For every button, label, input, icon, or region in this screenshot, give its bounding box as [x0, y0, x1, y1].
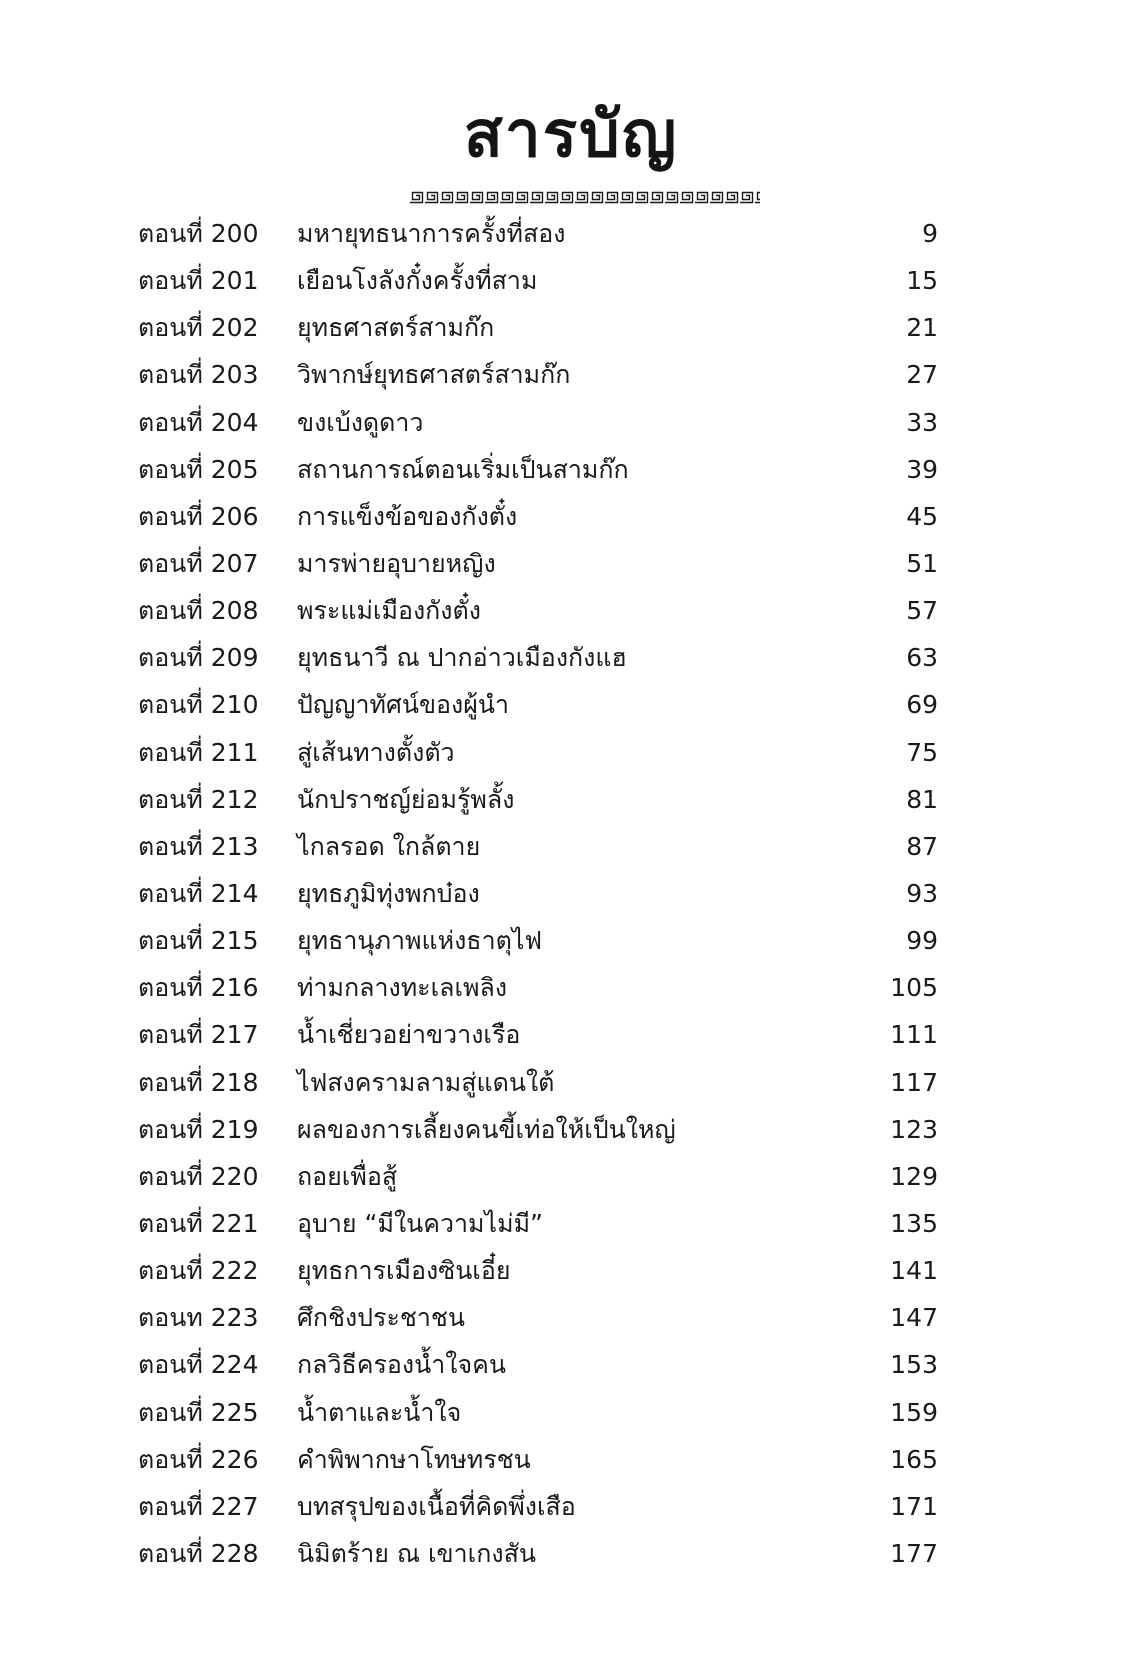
toc-chapter-title: นักปราชญ์ย่อมรู้พลั้ง: [297, 784, 515, 814]
toc-chapter-number: ตอนที่ 211: [138, 737, 259, 767]
toc-entry: [0, 587, 1142, 634]
toc-page-number: 171: [890, 1491, 938, 1521]
toc-chapter-number: ตอนที่ 204: [138, 407, 259, 437]
toc-chapter-number: ตอนที่ 220: [138, 1161, 259, 1191]
toc-page-number: 165: [890, 1444, 938, 1474]
toc-page-number: 21: [906, 313, 938, 343]
toc-chapter-number: ตอนที่ 212: [138, 784, 259, 814]
toc-chapter-title: คำพิพากษาโทษทรชน: [297, 1444, 531, 1474]
toc-chapter-number: ตอนที่ 209: [138, 643, 259, 673]
toc-entry: [0, 1059, 1142, 1106]
toc-chapter-title: กลวิธีครองน้ำใจคน: [297, 1350, 506, 1380]
toc-chapter-title: น้ำเชี่ยวอย่าขวางเรือ: [297, 1020, 521, 1050]
toc-chapter-number: ตอนที่ 207: [138, 548, 259, 578]
toc-page-number: 75: [906, 737, 938, 767]
toc-page-number: 141: [890, 1256, 938, 1286]
toc-chapter-number: ตอนที่ 219: [138, 1114, 259, 1144]
toc-page-number: 177: [890, 1538, 938, 1568]
toc-chapter-title: ขงเบ้งดูดาว: [297, 407, 424, 437]
toc-chapter-title: ท่ามกลางทะเลเพลิง: [297, 973, 508, 1003]
toc-chapter-number: ตอนที่ 217: [138, 1020, 259, 1050]
toc-chapter-title: ปัญญาทัศน์ของผู้นำ: [297, 690, 510, 720]
toc-entry: [0, 917, 1142, 964]
toc-page-number: 57: [906, 596, 938, 626]
toc-entry: [0, 540, 1142, 587]
greek-key-divider: [409, 191, 760, 204]
toc-chapter-title: ไกลรอด ใกล้ตาย: [297, 831, 481, 861]
toc-page-number: 147: [890, 1303, 938, 1333]
toc-entry: [0, 1200, 1142, 1247]
toc-chapter-title: ผลของการเลี้ยงคนขี้เท่อให้เป็นใหญ่: [297, 1114, 676, 1144]
toc-page-number: 15: [906, 266, 938, 296]
table-of-contents: [0, 210, 1142, 1577]
toc-page-number: 99: [906, 926, 938, 956]
toc-page-number: 81: [906, 784, 938, 814]
toc-entry: [0, 634, 1142, 681]
toc-entry: [0, 823, 1142, 870]
toc-chapter-number: ตอนที่ 216: [138, 973, 259, 1003]
toc-chapter-number: ตอนที่ 214: [138, 878, 259, 908]
toc-chapter-number: ตอนที่ 222: [138, 1256, 259, 1286]
toc-chapter-title: ยุทธการเมืองซินเอี๋ย: [297, 1256, 511, 1286]
toc-chapter-number: ตอนที่ 205: [138, 454, 259, 484]
toc-chapter-number: ตอนที่ 206: [138, 501, 259, 531]
toc-chapter-number: ตอนที่ 200: [138, 219, 259, 248]
toc-chapter-title: ศึกชิงประชาชน: [297, 1303, 465, 1333]
toc-chapter-number: ตอนที่ 228: [138, 1538, 259, 1568]
toc-page-number: 69: [906, 690, 938, 720]
toc-entry: [0, 1247, 1142, 1294]
toc-chapter-title: พระแม่เมืองกังตั๋ง: [297, 596, 481, 626]
toc-entry: [0, 1530, 1142, 1577]
toc-chapter-title: สถานการณ์ตอนเริ่มเป็นสามก๊ก: [297, 454, 629, 484]
toc-page-number: 159: [890, 1397, 938, 1427]
toc-chapter-title: น้ำตาและน้ำใจ: [297, 1397, 462, 1427]
toc-entry: [0, 351, 1142, 398]
toc-entry: [0, 729, 1142, 776]
toc-entry: [0, 210, 1142, 257]
toc-page-number: 87: [906, 831, 938, 861]
toc-entry: [0, 1483, 1142, 1530]
toc-chapter-number: ตอนที่ 225: [138, 1397, 259, 1427]
toc-chapter-title: มารพ่ายอุบายหญิง: [297, 548, 496, 578]
toc-chapter-number: ตอนที่ 210: [138, 690, 259, 720]
toc-entry: [0, 1436, 1142, 1483]
toc-entry: [0, 964, 1142, 1011]
toc-chapter-number: ตอนท 223: [138, 1303, 259, 1333]
toc-entry: [0, 304, 1142, 351]
toc-chapter-number: ตอนที่ 203: [138, 360, 259, 390]
toc-entry: [0, 493, 1142, 540]
toc-page-number: 123: [890, 1114, 938, 1144]
toc-chapter-title: การแข็งข้อของกังตั๋ง: [297, 501, 518, 531]
toc-page-number: 105: [890, 973, 938, 1003]
toc-entry: [0, 681, 1142, 728]
page-title: สารบัญ: [463, 97, 679, 172]
toc-page-number: 135: [890, 1208, 938, 1238]
toc-chapter-number: ตอนที่ 221: [138, 1208, 259, 1238]
toc-page-number: 111: [890, 1020, 938, 1050]
toc-entry: [0, 1294, 1142, 1341]
toc-entry: [0, 1011, 1142, 1058]
toc-page-number: 27: [906, 360, 938, 390]
toc-entry: [0, 446, 1142, 493]
toc-chapter-number: ตอนที่ 218: [138, 1067, 259, 1097]
toc-chapter-title: อุบาย “มีในความไม่มี”: [297, 1208, 544, 1238]
toc-page-number: 117: [890, 1067, 938, 1097]
toc-entry: [0, 1389, 1142, 1436]
toc-page-number: 93: [906, 878, 938, 908]
toc-chapter-number: ตอนที่ 226: [138, 1444, 259, 1474]
toc-entry: [0, 399, 1142, 446]
toc-chapter-number: ตอนที่ 208: [138, 596, 259, 626]
toc-chapter-number: ตอนที่ 202: [138, 313, 259, 343]
toc-chapter-title: ยุทธภูมิทุ่งพกบ๋อง: [297, 878, 480, 908]
toc-page-number: 33: [906, 407, 938, 437]
toc-page-number: 9: [922, 219, 938, 248]
toc-chapter-title: บทสรุปของเนื้อที่คิดพึ่งเสือ: [297, 1491, 576, 1521]
toc-page-number: 63: [906, 643, 938, 673]
toc-chapter-title: ยุทธศาสตร์สามก๊ก: [297, 313, 495, 343]
toc-entry: [0, 776, 1142, 823]
toc-chapter-title: ไฟสงครามลามสู่แดนใต้: [297, 1067, 555, 1097]
toc-page-number: 45: [906, 501, 938, 531]
toc-chapter-number: ตอนที่ 227: [138, 1491, 259, 1521]
toc-chapter-number: ตอนที่ 215: [138, 926, 259, 956]
toc-chapter-title: เยือนโงลังกั๋งครั้งที่สาม: [297, 266, 538, 296]
toc-chapter-title: มหายุทธนาการครั้งที่สอง: [297, 219, 566, 248]
toc-chapter-title: ยุทธานุภาพแห่งธาตุไฟ: [297, 926, 543, 956]
toc-chapter-title: นิมิตร้าย ณ เขาเกงสัน: [297, 1538, 536, 1568]
toc-page-number: 153: [890, 1350, 938, 1380]
toc-page-number: 51: [906, 548, 938, 578]
toc-chapter-title: ถอยเพื่อสู้: [297, 1161, 398, 1191]
toc-chapter-number: ตอนที่ 213: [138, 831, 259, 861]
toc-chapter-title: สู่เส้นทางตั้งตัว: [297, 737, 455, 767]
toc-entry: [0, 257, 1142, 304]
toc-entry: [0, 1106, 1142, 1153]
toc-chapter-title: ยุทธนาวี ณ ปากอ่าวเมืองกังแฮ: [297, 643, 627, 673]
toc-entry: [0, 870, 1142, 917]
toc-page-number: 39: [906, 454, 938, 484]
toc-entry: [0, 1341, 1142, 1388]
toc-page-number: 129: [890, 1161, 938, 1191]
toc-chapter-title: วิพากษ์ยุทธศาสตร์สามก๊ก: [297, 360, 571, 390]
toc-entry: [0, 1153, 1142, 1200]
toc-chapter-number: ตอนที่ 201: [138, 266, 259, 296]
toc-chapter-number: ตอนที่ 224: [138, 1350, 259, 1380]
